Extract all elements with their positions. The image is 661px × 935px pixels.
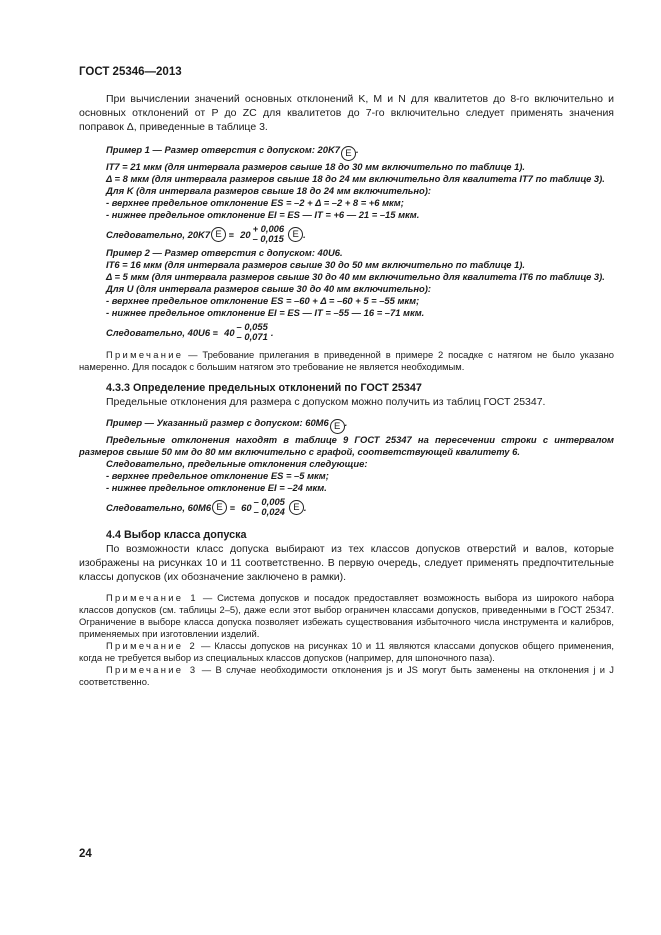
example-3-line: Предельные отклонения находят в таблице 9 ГОСТ 25347 на пересечении строки с интервалом размеров свыше 50 мм до 80 мм включительно с графой, соответствующей квалитету 6. <box>79 434 614 457</box>
note-3: Примечание 3 — В случае необходимости отклонения js и JS могут быть заменены на отклонения j и J соответственно. <box>79 664 614 687</box>
example-2 <box>79 247 614 345</box>
envelope-symbol-icon: E <box>211 227 226 242</box>
example-2-line: Для U (для интервала размеров свыше 30 до 40 мм включительно): <box>106 283 431 294</box>
example-1-line: Δ = 8 мкм (для интервала размеров свыше 18 до 24 мм включительно для квалитета IT7 по таблице 3). <box>106 173 605 184</box>
example-3-result: Следовательно, 60M6 E ≡ 60 – 0,005 – 0,024 E . <box>106 496 307 517</box>
page-content <box>79 66 614 688</box>
envelope-symbol-icon: E <box>288 227 303 242</box>
example-1 <box>79 144 614 247</box>
example-1-line: IT7 = 21 мкм (для интервала размеров свыше 18 до 30 мм включительно по таблице 1). <box>106 161 526 172</box>
deviation-stack: + 0,006 – 0,015 <box>252 223 285 244</box>
envelope-symbol-icon: E <box>330 419 345 434</box>
example-3-title: Пример — Указанный размер с допуском: 60M6 E . <box>106 417 348 432</box>
example-2-line: Δ = 5 мкм (для интервала размеров свыше 30 до 40 мм включительно для квалитета IT6 по таблице 3). <box>106 271 605 282</box>
intro-paragraph: При вычислении значений основных отклонений K, M и N для квалитетов до 8-го включительно и основных отклонений от P до ZC для квалитетов до 7-го включительно следует применять значения поправок Δ, приведенные в таблице 3. <box>79 93 614 133</box>
example-1-result: Следовательно, 20K7 E ≡ 20 + 0,006 – 0,015 E . <box>106 223 306 244</box>
note-1: Примечание 1 — Система допусков и посадок предоставляет возможность выбора из широкого набора классов допусков (см. таблицы 2–5), даже если этот выбор ограничен классами допусков, приведенными в ГОСТ 25347. Ограничение в выборе класса допуска позволяет избежать существования избыточного числа инструмента и калибров, применяемых при изготовлении изделий. <box>79 592 614 639</box>
example-1-title: Пример 1 — Размер отверстия с допуском: 20K7 E . <box>106 144 359 159</box>
example-3 <box>79 417 614 520</box>
section-4-3-3-paragraph: Предельные отклонения для размера с допуском можно получить из таблиц ГОСТ 25347. <box>106 396 546 408</box>
example-1-line: - верхнее предельное отклонение ES = –2 + Δ = –2 + 8 = +6 мкм; <box>106 197 404 208</box>
section-4-3-3-heading: 4.3.3 Определение предельных отклонений по ГОСТ 25347 <box>106 382 422 394</box>
example-3-line: - верхнее предельное отклонение ES = –5 мкм; <box>106 470 329 481</box>
deviation-stack: – 0,005 – 0,024 <box>253 496 285 517</box>
example-2-line: IT6 = 16 мкм (для интервала размеров свыше 30 до 50 мм включительно по таблице 1). <box>106 259 526 270</box>
section-4-4-heading: 4.4 Выбор класса допуска <box>106 529 247 541</box>
section-4-4-paragraph: По возможности класс допуска выбирают из тех классов допусков отверстий и валов, которые изображены на рисунках 10 и 11 соответственно. В первую очередь, следует применять предпочтительные классы допусков (их обозначение заключено в рамки). <box>79 543 614 583</box>
example-1-line: Для K (для интервала размеров свыше 18 до 24 мм включительно): <box>106 185 431 196</box>
example-2-line: - нижнее предельное отклонение EI = ES — IT = –55 — 16 = –71 мкм. <box>106 307 425 318</box>
envelope-symbol-icon: E <box>212 500 227 515</box>
example-1-line: - нижнее предельное отклонение EI = ES — IT = +6 — 21 = –15 мкм. <box>106 209 420 220</box>
document-header: ГОСТ 25346—2013 <box>79 66 182 78</box>
example-2-result: Следовательно, 40U6 ≡ 40 – 0,055 – 0,071 . <box>106 321 274 342</box>
example-2-line: - верхнее предельное отклонение ES = –60 + Δ = –60 + 5 = –55 мкм; <box>106 295 420 306</box>
example-2-title: Пример 2 — Размер отверстия с допуском: 40U6. <box>106 247 343 258</box>
deviation-stack: – 0,055 – 0,071 <box>236 321 268 342</box>
envelope-symbol-icon: E <box>289 500 304 515</box>
example-3-line: - нижнее предельное отклонение EI = –24 мкм. <box>106 482 327 493</box>
page-number: 24 <box>79 848 92 860</box>
note-example-2: Примечание — Требование прилегания в приведенной в примере 2 посадке с натягом не было указано намеренно. Для посадок с большим натягом это требование не является необходимым. <box>79 349 614 372</box>
example-3-line: Следовательно, предельные отклонения следующие: <box>106 458 368 469</box>
note-2: Примечание 2 — Классы допусков на рисунках 10 и 11 являются классами допусков общего применения, когда не требуется выбор из специальных классов допусков (например, для шпоночного паза). <box>79 640 614 663</box>
envelope-symbol-icon: E <box>341 146 356 161</box>
